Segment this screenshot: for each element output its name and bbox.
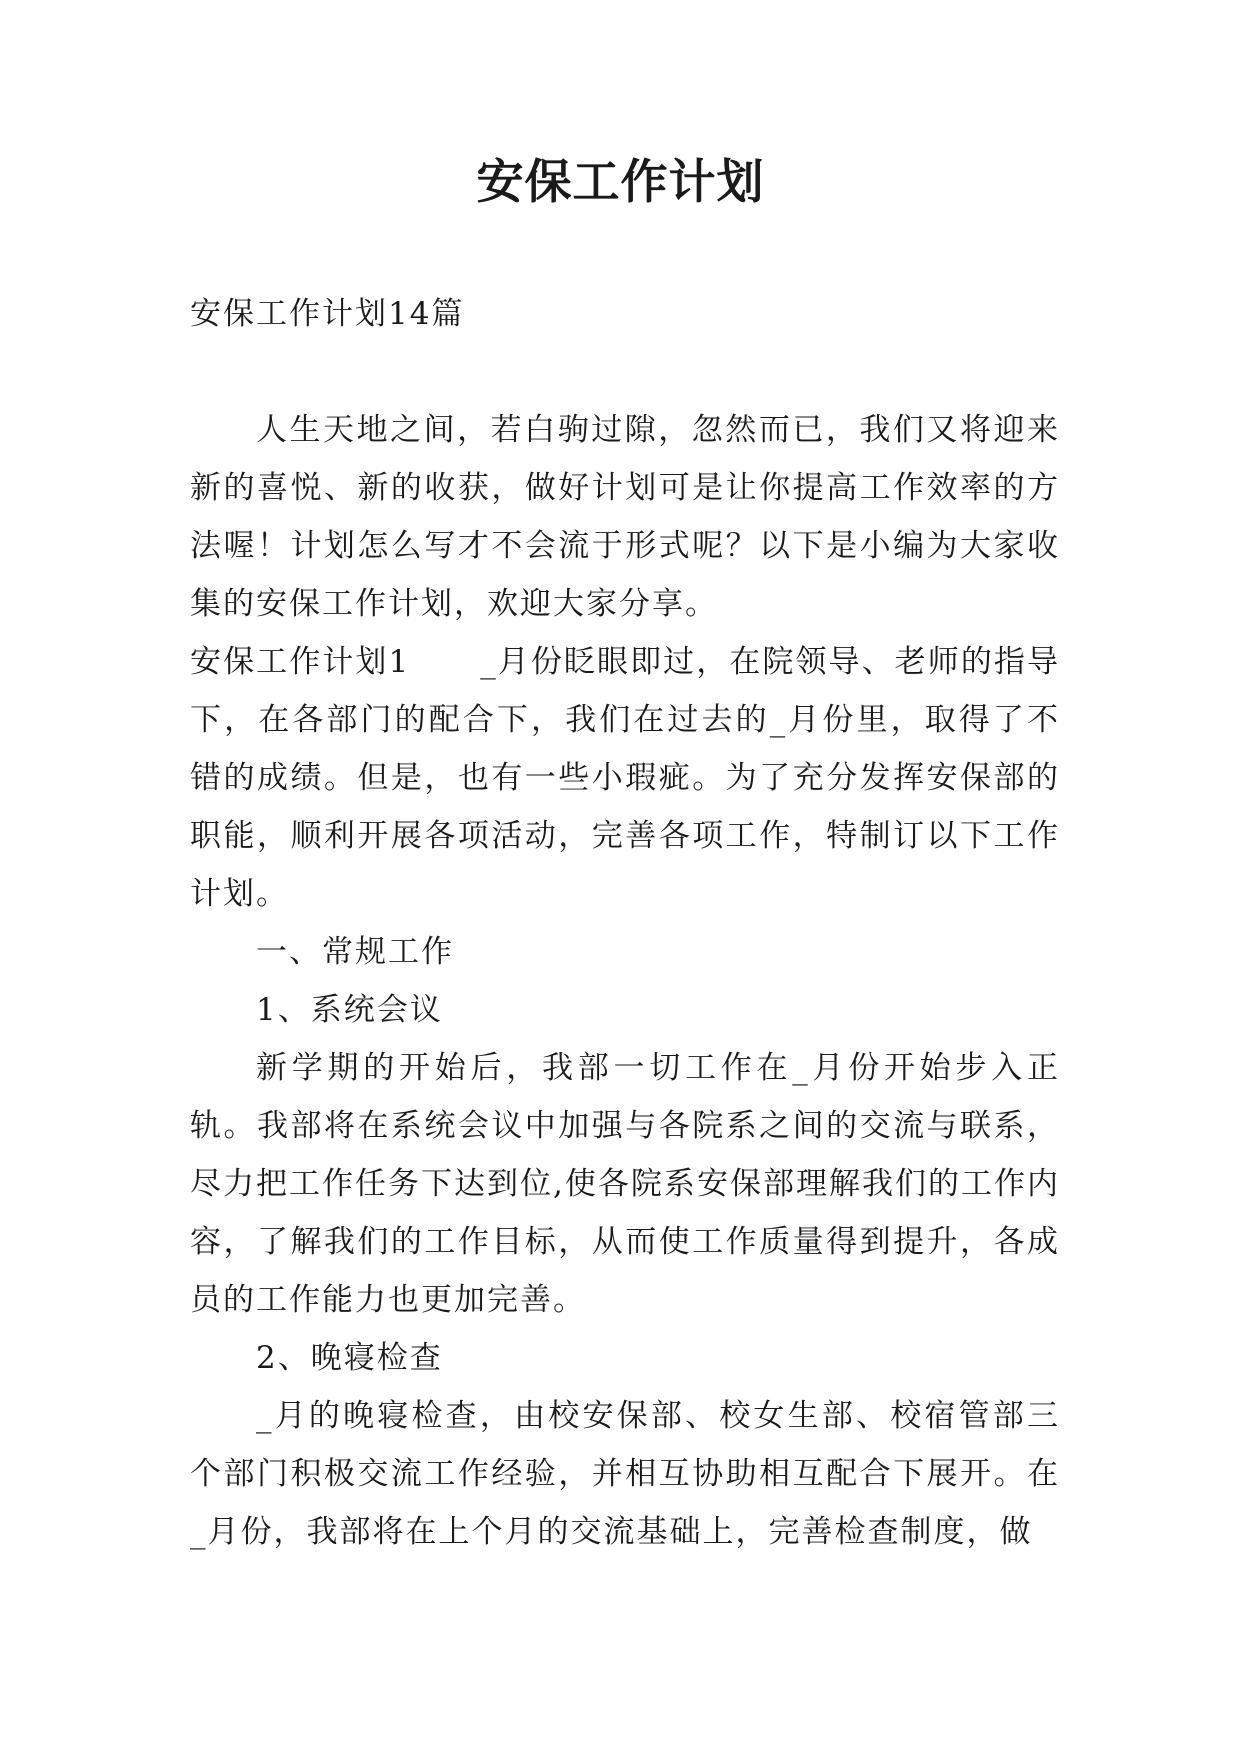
subheading-night-check: 2、晚寝检查 [256, 1340, 443, 1376]
system-meeting-paragraph: 新学期的开始后，我部一切工作在_月份开始步入正轨。我部将在系统会议中加强与各院系之间的交流与联系，尽力把工作任务下达到位,使各院系安保部理解我们的工作内容，了解我们的工作目标，从而使工作质量得到提升，各成员的工作能力也更加完善。 [190, 1050, 1060, 1318]
intro-paragraph: 人生天地之间，若白驹过隙，忽然而已，我们又将迎来新的喜悦、新的收获，做好计划可是让你提高工作效率的方法喔！计划怎么写才不会流于形式呢？以下是小编为大家收集的安保工作计划，欢迎大家分享。 [190, 412, 1060, 622]
section-heading-routine-work: 一、常规工作 [256, 934, 454, 970]
plan-one-text: _月份眨眼即过，在院领导、老师的指导下，在各部门的配合下，我们在过去的_月份里，取得了不错的成绩。但是，也有一些小瑕疵。为了充分发挥安保部的职能，顺利开展各项活动，完善各项工作，特制订以下工作计划。 [190, 644, 1060, 912]
document-subtitle: 安保工作计划14篇 [190, 296, 465, 332]
night-check-paragraph: _月的晚寝检查，由校安保部、校女生部、校宿管部三个部门积极交流工作经验，并相互协助相互配合下展开。在_月份，我部将在上个月的交流基础上，完善检查制度，做 [190, 1398, 1060, 1550]
plan-one-paragraph [190, 633, 1060, 923]
document-title: 安保工作计划 [476, 155, 765, 210]
plan-one-heading: 安保工作计划1 [190, 644, 411, 680]
document-body [190, 285, 1060, 1561]
subheading-system-meeting: 1、系统会议 [256, 992, 443, 1028]
